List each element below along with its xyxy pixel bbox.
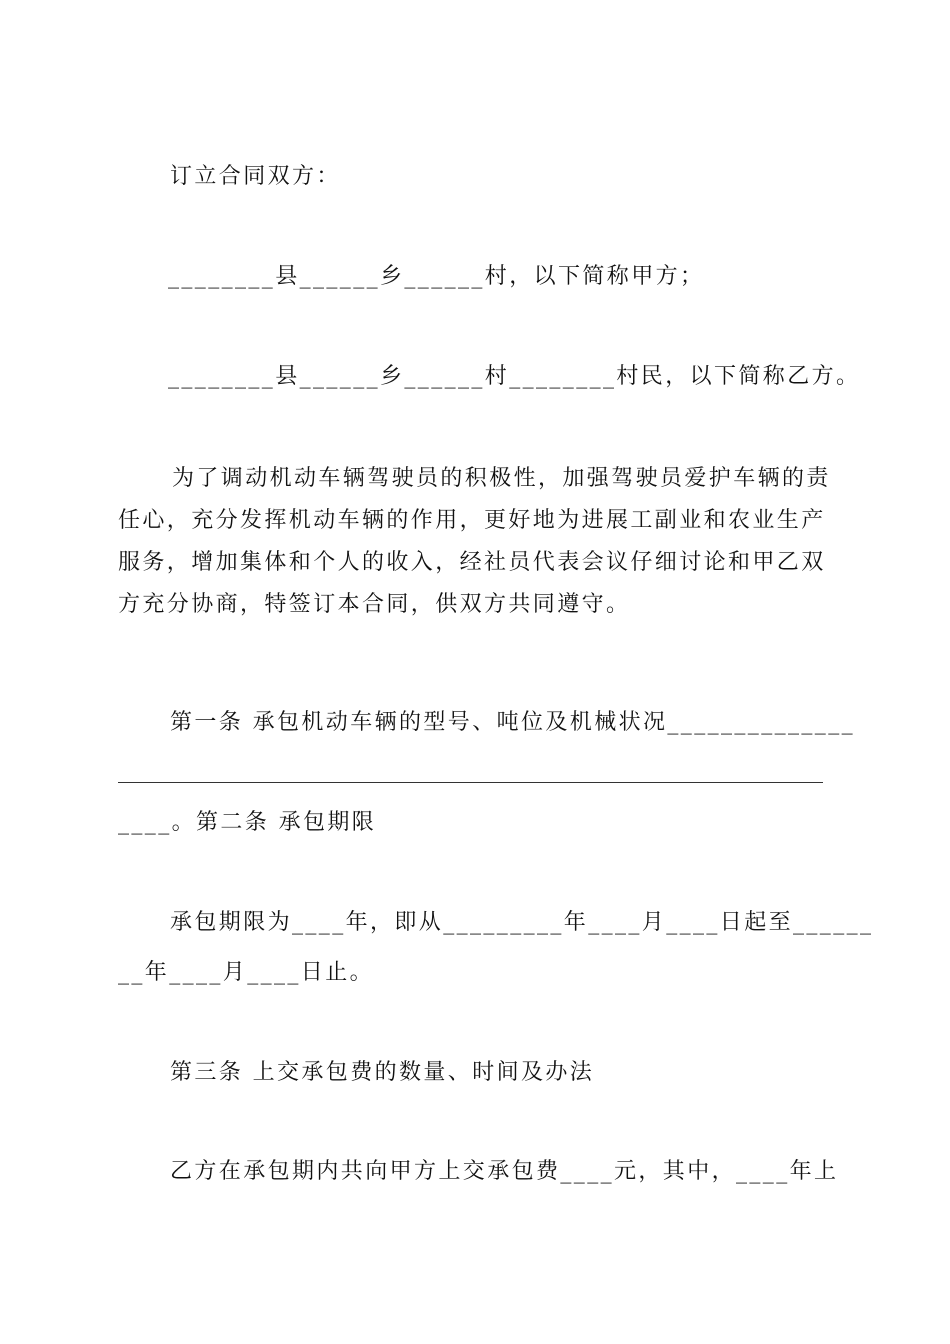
article-1-continuation: ____。第二条 承包期限 — [118, 810, 377, 835]
blank-fill-rule — [118, 782, 823, 783]
party-b-line: ________县______乡______村________村民，以下简称乙方。 — [168, 364, 861, 389]
party-a-line: ________县______乡______村，以下简称甲方； — [168, 264, 705, 289]
article-3-heading: 第三条 上交承包费的数量、时间及办法 — [170, 1060, 595, 1085]
article-1-line: 第一条 承包机动车辆的型号、吨位及机械状况______________ — [170, 710, 855, 735]
preamble-paragraph: 为了调动机动车辆驾驶员的积极性，加强驾驶员爱护车辆的责任心，充分发挥机动车辆的作用，更好地为进展工副业和农业生产服务，增加集体和个人的收入，经社员代表会议仔细讨论和甲乙双方充分协商，特签订本合同，供双方共同遵守。 — [118, 466, 831, 617]
term-line-1: 承包期限为____年，即从_________年____月____日起至______ — [170, 910, 874, 935]
parties-heading: 订立合同双方： — [170, 164, 341, 189]
term-line-2: __年____月____日止。 — [118, 960, 375, 985]
article-3-text: 乙方在承包期内共向甲方上交承包费____元，其中，____年上 — [170, 1159, 839, 1184]
